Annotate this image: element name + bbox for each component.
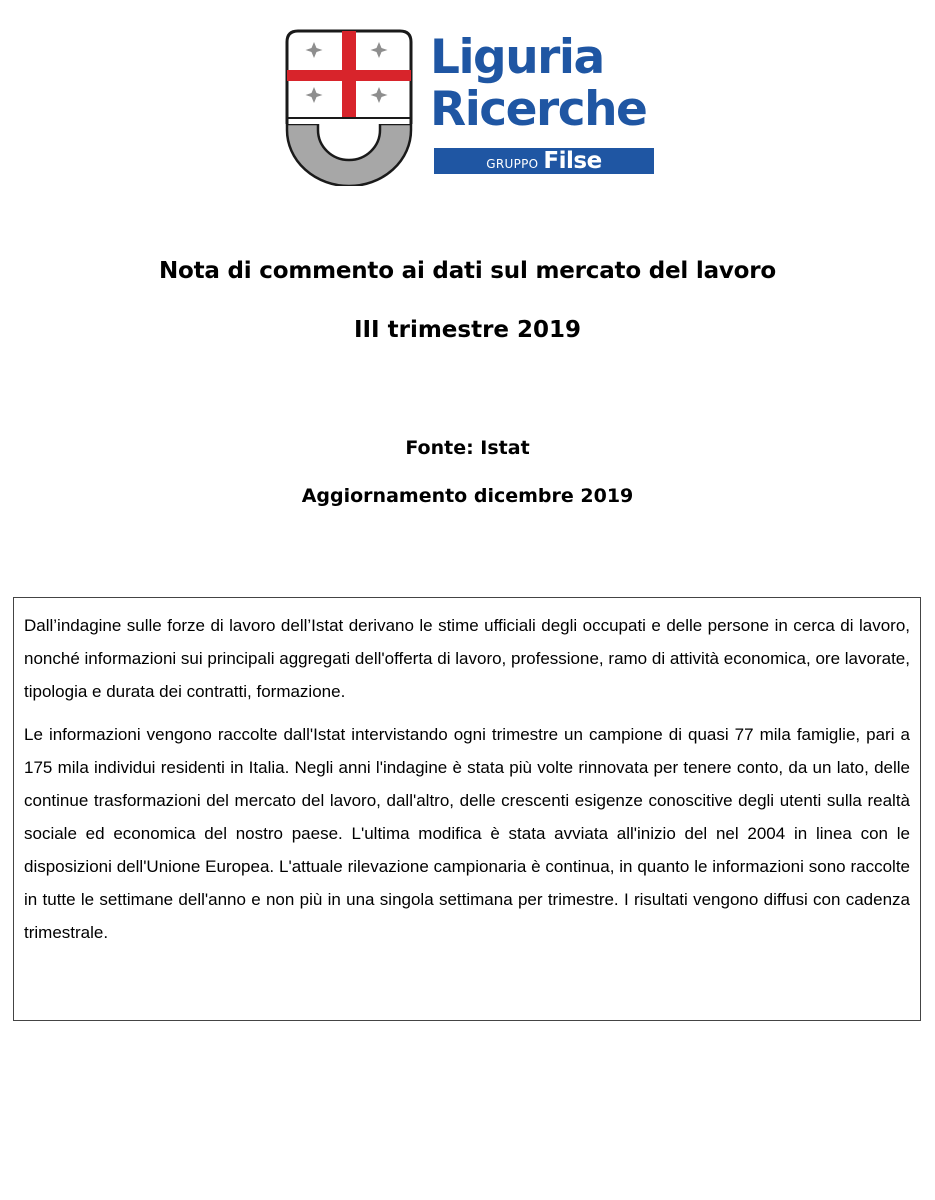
liguria-shield-icon <box>284 28 414 186</box>
document-title: Nota di commento ai dati sul mercato del lavoro <box>158 258 777 284</box>
update-line: Aggiornamento dicembre 2019 <box>301 485 634 507</box>
logo-band <box>434 148 654 174</box>
logo-band-filse: Filse <box>543 148 602 174</box>
logo-word-liguria: Liguria <box>430 30 604 85</box>
source-line: Fonte: Istat <box>405 437 530 459</box>
logo-word-ricerche: Ricerche <box>430 82 647 137</box>
document-subtitle: III trimestre 2019 <box>353 317 582 343</box>
info-paragraph-2: Le informazioni vengono raccolte dall'Istat intervistando ogni trimestre un campione di quasi 77 mila famiglie, pari a 175 mila individui residenti in Italia. Negli anni l'indagine è stata più volte rinnovata per tenere conto, da un lato, delle continue trasformazioni del mercato del lavoro, dall'altro, delle crescenti esigenze conoscitive degli utenti sulla realtà sociale ed economica del nostro paese. L'ultima modifica è stata avviata all'inizio del nel 2004 in linea con le disposizioni dell'Unione Europea. L'attuale rilevazione campionaria è continua, in quanto le informazioni sono raccolte in tutte le settimane dell'anno e non più in una singola settimana per trimestre. I risultati vengono diffusi con cadenza trimestrale. <box>24 725 910 942</box>
info-paragraph-1: Dall’indagine sulle forze di lavoro dell’Istat derivano le stime ufficiali degli occupati e delle persone in cerca di lavoro, nonché informazioni sui principali aggregati dell'offerta di lavoro, professione, ramo di attività economica, ore lavorate, tipologia e durata dei contratti, formazione. <box>24 616 910 701</box>
info-box <box>13 597 921 1021</box>
cross-horizontal <box>287 70 411 81</box>
liguria-ricerche-logo <box>284 28 664 188</box>
logo-band-gruppo: GRUPPO <box>486 157 539 171</box>
shield-arc <box>287 124 411 186</box>
